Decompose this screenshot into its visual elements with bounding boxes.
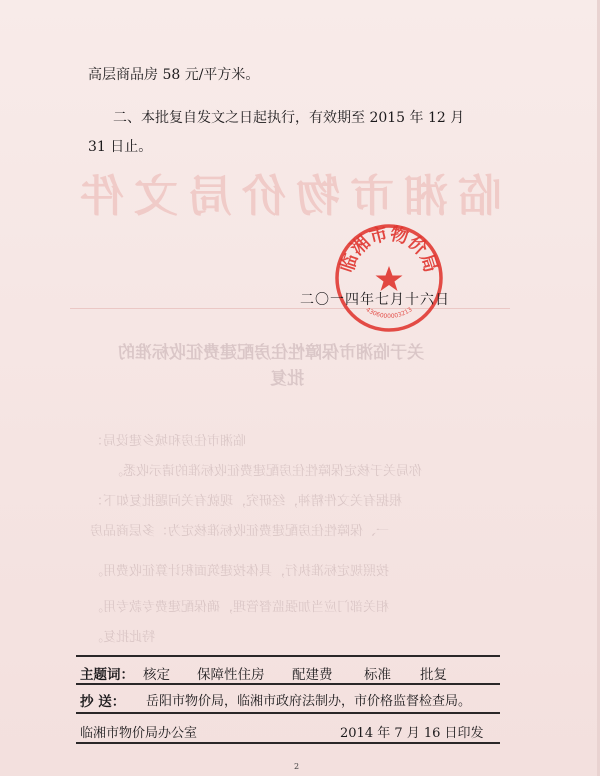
keyword: 保障性住房 (197, 667, 265, 683)
show-through-body: 你局关于核定保障性住房配建费征收标准的请示收悉。 (110, 464, 423, 479)
show-through-body: 一、保障性住房配建费征收标准核定为：多层商品房 (90, 524, 390, 539)
footer-rule-bottom (76, 742, 500, 744)
body-line-3: 31 日止。 (88, 139, 153, 155)
issue-date: 二〇一四年七月十六日 (300, 292, 450, 308)
keywords-label: 主题词： (80, 667, 134, 683)
footer-rule-lower (76, 712, 500, 714)
body-line-1: 高层商品房 58 元/平方米。 (88, 67, 260, 83)
keyword: 标准 (364, 667, 391, 683)
body-line-2: 二、本批复自发文之日起执行，有效期至 2015 年 12 月 (113, 110, 465, 126)
keyword: 配建费 (292, 667, 333, 683)
svg-text:临湘市物价局 (336, 223, 441, 275)
cc-recipients: 岳阳市物价局，临湘市政府法制办，市价格监督检查局。 (146, 694, 472, 709)
keyword: 核定 (143, 667, 170, 683)
show-through-body: 临湘市住房和城乡建设局： (90, 434, 247, 449)
footer-rule-top (76, 655, 500, 657)
show-through-header: 临湘市物价局文件 (70, 171, 502, 222)
official-seal-icon (333, 222, 445, 334)
show-through-heading: 关于临湘市保障性住房配建费征收标准的 (118, 343, 424, 363)
print-date: 2014 年 7 月 16 日印发 (340, 726, 484, 741)
page-number: 2 (294, 762, 300, 771)
show-through-body: 相关部门应当加强监督管理，确保配建费专款专用。 (90, 600, 390, 615)
seal-number: 4306000003213 (364, 306, 414, 320)
cc-label: 抄 送： (80, 694, 126, 710)
keyword: 批复 (420, 667, 447, 683)
show-through-heading-2: 批复 (270, 369, 304, 389)
show-through-body: 特此批复。 (90, 630, 156, 645)
footer-rule-mid (76, 683, 500, 685)
show-through-body: 按照规定标准执行，具体按建筑面积计算征收费用。 (90, 564, 390, 579)
issuing-office: 临湘市物价局办公室 (80, 726, 198, 741)
show-through-body: 根据有关文件精神，经研究，现就有关问题批复如下： (90, 494, 403, 509)
seal-text: 临湘市物价局 (336, 223, 442, 276)
